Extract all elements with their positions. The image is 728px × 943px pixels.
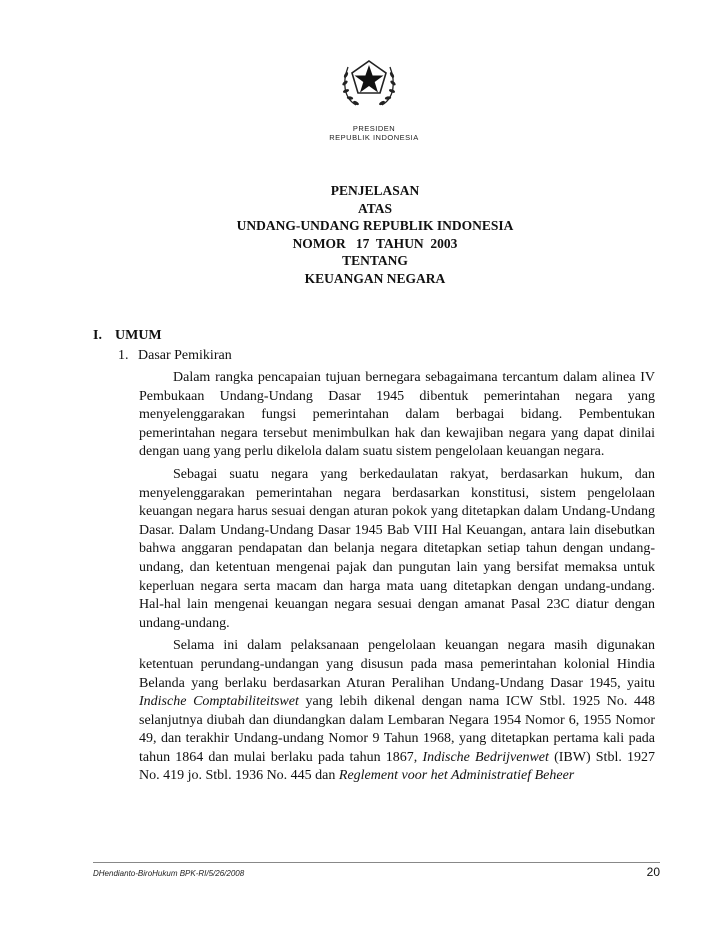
paragraph-3-term-ibw: Indische Bedrijvenwet [422,749,549,765]
title-line-6: KEUANGAN NEGARA [304,270,446,286]
paragraph-3-part-b: yang lebih dikenal dengan nama ICW Stbl. 1925 No. 448 selanjutnya diubah dan diundangkan dalam Lembaran Negara 1954 Nomor 6, 1955 Nomor 49, dan terakhir Undang-undang Nomor 9 Tahun 1968, yang ditetapkan pertama kali pada tahun 1864 dan mulai berlaku pada tahun 1867, [139,694,655,765]
body-text [139,369,655,790]
emblem-label-line1: PRESIDEN [352,124,396,133]
paragraph-2: Sebagai suatu negara yang berkedaulatan rakyat, berdasarkan hukum, dan menyelenggarakan pemerintahan negara berdasarkan konstitusi, sistem pengelolaan keuangan negara harus sesuai dengan aturan pokok yang ditetapkan dalam Undang-Undang Dasar. Dalam Undang-Undang Dasar 1945 Bab VIII Hal Keuangan, antara lain disebutkan bahwa anggaran pendapatan dan belanja negara ditetapkan setiap tahun dengan undang-undang, dan ketentuan mengenai pajak dan pungutan lain yang bersifat memaksa untuk keperluan negara serta macam dan harga mata uang ditetapkan dengan undang-undang. Hal-hal lain mengenai keuangan negara sesuai dengan amanat Pasal 23C diatur dengan undang-undang. [139,466,655,631]
subsection-title: Dasar Pemikiran [138,348,232,363]
section-heading [93,328,162,344]
emblem-label-line2: REPUBLIK INDONESIA [329,133,419,142]
paragraph-3 [139,637,655,786]
paragraph-3-term-rab: Reglement voor het Administratief Beheer [338,768,575,784]
title-line-2: ATAS [357,200,392,216]
garuda-star-emblem-icon [334,53,404,113]
footer-source: DHendianto-BiroHukum BPK-RI/5/26/2008 [93,869,245,878]
subsection-number: 1. [118,348,129,363]
paragraph-3-part-c: (IBW) Stbl. 1927 No. 419 jo. Stbl. 1936 No. 445 dan [139,749,655,784]
title-line-3: UNDANG-UNDANG REPUBLIK INDONESIA [236,218,514,233]
paragraph-3-part-a: Selama ini dalam pelaksanaan pengelolaan keuangan negara masih digunakan ketentuan perundang-undangan yang disusun pada masa pemerintahan kolonial Hindia Belanda yang berlaku berdasarkan Aturan Peralihan Undang-Undang Dasar 1945, yaitu [139,638,655,691]
title-line-1: PENJELASAN [330,183,420,198]
title-line-4: NOMOR 17 TAHUN 2003 [292,235,458,251]
section-number: I. [93,328,102,343]
emblem-label [318,124,430,142]
page-number: 20 [646,865,660,879]
footer-divider [93,862,660,863]
paragraph-1: Dalam rangka pencapaian tujuan bernegara sebagaimana tercantum dalam alinea IV Pembukaan Undang-Undang Dasar 1945 dibentuk pemerintahan negara yang menyelenggarakan fungsi pemerintahan dalam berbagai bidang. Pembentukan pemerintahan negara tersebut menimbulkan hak dan kewajiban negara yang dapat dinilai dengan uang yang perlu dikelola dalam suatu sistem pengelolaan keuangan negara. [139,370,655,460]
document-title [175,182,575,287]
subsection-heading [118,348,232,364]
paragraph-3-term-icw: Indische Comptabiliteitswet [139,694,299,710]
section-title: UMUM [115,328,162,343]
title-line-5: TENTANG [342,253,408,268]
